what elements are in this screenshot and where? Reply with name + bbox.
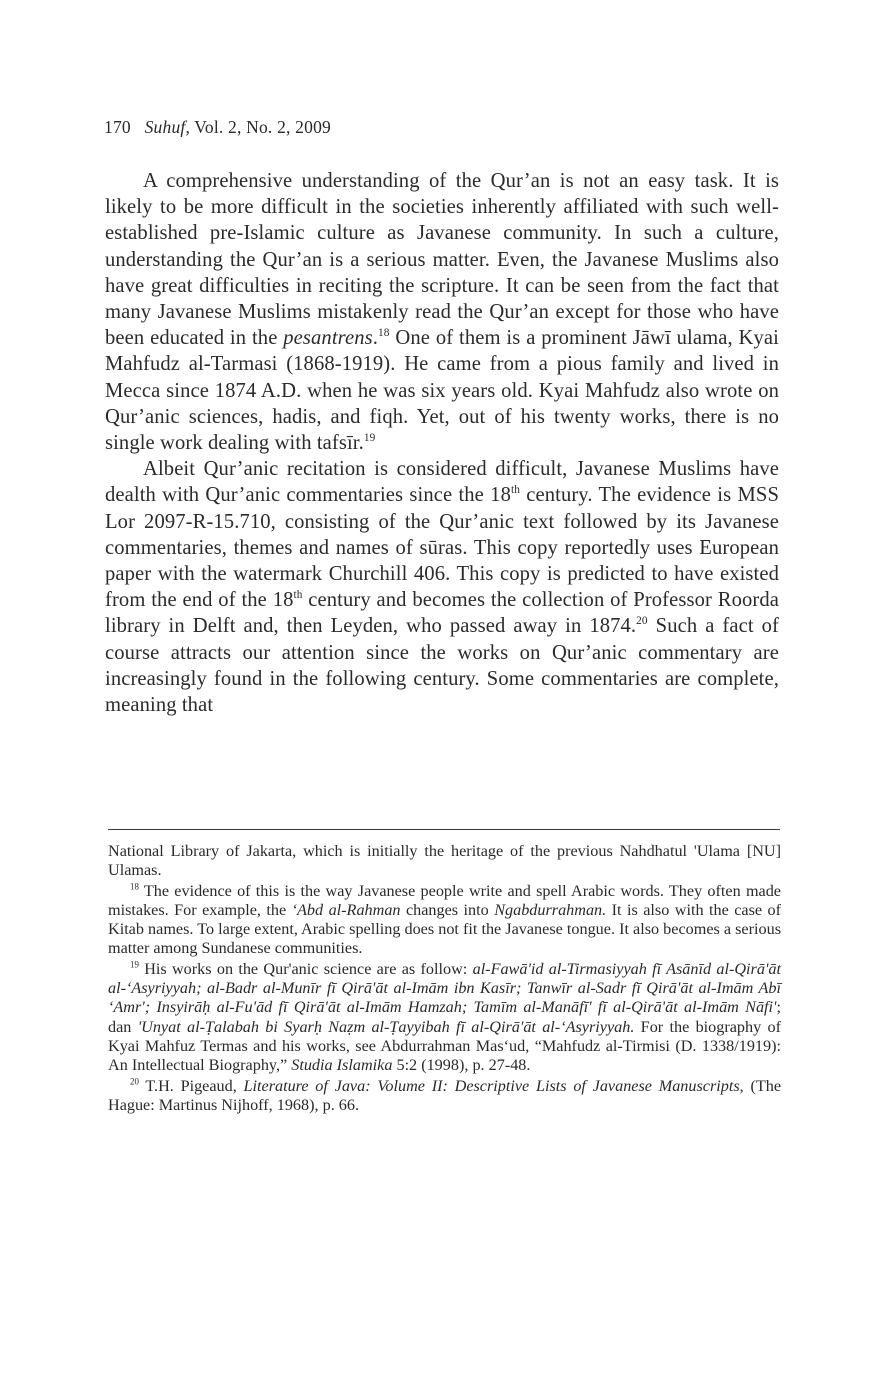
running-header xyxy=(104,117,331,138)
footnote-divider xyxy=(108,829,780,830)
page-number: 170 xyxy=(104,117,131,137)
footnotes xyxy=(108,842,781,1116)
paragraph-1: A comprehensive understanding of the Qur’an is not an easy task. It is likely to be more difficult in the societies inherently affiliated with such well-established pre-Islamic culture as Javanese community. In such a culture, understanding the Qur’an is a serious matter. Even, the Javanese Muslims also have great difficulties in reciting the scripture. It can be seen from the fact that many Javanese Muslims mistakenly read the Qur’an except for those who have been educated in the pesantrens.$^{18}$ One of them is a prominent Jāwī ulama, Kyai Mahfudz al-Tarmasi (1868-1919). He came from a pious family and lived in Mecca since 1874 A.D. when he was six years old. Kyai Mahfudz also wrote on Qur’anic sciences, hadis, and fiqh. Yet, out of his twenty works, there is no single work dealing with tafsīr.$^{19}$ xyxy=(105,170,779,455)
footnote-19: $^{19}$ His works on the Qur'anic science are as follow: al-Fawā'id al-Tirmasiyyah fī Asānīd al-Qirā'āt al-‘Asyriyyah; al-Badr al-Munīr fī Qirā'āt al-Imām ibn Kasīr; Tanwīr al-Sadr fī Qirā'āt al-Imām Abī ‘Amr'; Insyirāḥ al-Fu'ād fī Qirā'āt al-Imām Hamzah; Tamīm al-Manāfī' fī al-Qirā'āt al-Imām Nāfi'; dan 'Unyat al-Ṭalabah bi Syarḥ Naẓm al-Ṭayyibah fī al-Qirā'āt al-‘Asyriyyah. For the biography of Kyai Mahfuz Termas and his works, see Abdurrahman Mas‘ud, “Mahfudz al-Tirmisi (D. 1338/1919): An Intellectual Biography,” Studia Islamika 5:2 (1998), p. 27-48. xyxy=(108,959,781,1075)
footnote-20: $^{20}$ T.H. Pigeaud, Literature of Java: Volume II: Descriptive Lists of Javanese Manuscripts, (The Hague: Martinus Nijhoff, 1968), p. 66. xyxy=(108,1076,782,1114)
footnote-ref-19: 19 xyxy=(363,432,376,445)
footnote-ref-18: 18 xyxy=(378,327,390,340)
footnote-continuation: National Library of Jakarta, which is initially the heritage of the previous Nahdhatul 'Ulama [NU] Ulamas. xyxy=(108,842,781,880)
journal-volume: , Vol. 2, No. 2, 2009 xyxy=(185,117,331,137)
footnote-ref-20: 20 xyxy=(636,615,648,628)
footnote-18: $^{18}$ The evidence of this is the way Javanese people write and spell Arabic words. They often made mistakes. For example, the ‘Abd al-Rahman changes into Ngabdurrahman. It is also with the case of Kitab names. To large extent, Arabic spelling does not fit the Javanese tongue. It also becomes a serious matter among Sundanese communities. xyxy=(108,881,782,958)
paragraph-2: Albeit Qur’anic recitation is considered difficult, Javanese Muslims have dealth with Qur’anic commentaries since the 18th century. The evidence is MSS Lor 2097-R-15.710, consisting of the Qur’anic text followed by its Javanese commentaries, themes and names of sūras. This copy reportedly uses European paper with the watermark Churchill 406. This copy is predicted to have existed from the end of the 18th century and becomes the collection of Professor Roorda library in Delft and, then Leyden, who passed away in 1874.20 Such a fact of course attracts our attention since the works on Qur’anic commentary are increasingly found in the following century. Some commentaries are complete, meaning that xyxy=(105,458,779,717)
journal-title: Suhuf xyxy=(144,117,186,137)
body-text xyxy=(105,168,779,718)
